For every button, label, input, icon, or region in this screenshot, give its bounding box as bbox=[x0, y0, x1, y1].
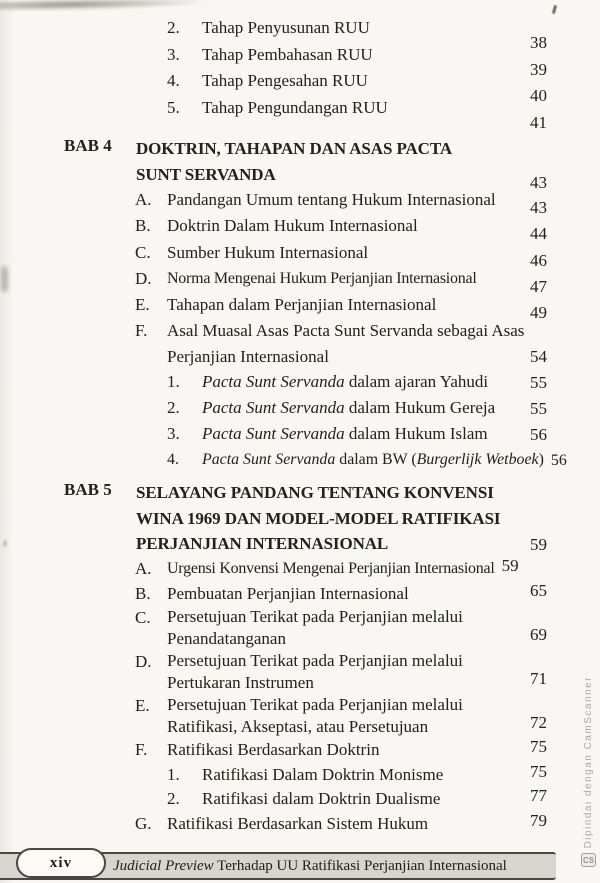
entry-label bbox=[167, 606, 507, 650]
entry-label: Ratifikasi Berdasarkan Sistem Hukum bbox=[167, 813, 429, 833]
entry-page-number: 55 bbox=[530, 373, 547, 393]
entry-letter: A. bbox=[135, 190, 152, 209]
running-title-rest: Terhadap UU Ratifikasi Perjanjian Internasional bbox=[213, 858, 507, 874]
entry-page-number: 75 bbox=[530, 761, 547, 781]
entry-page-number: 79 bbox=[530, 810, 547, 830]
chapter-title-line: DOKTRIN, TAHAPAN DAN ASAS PACTA bbox=[136, 139, 452, 158]
entry-label: Tahapan dalam Perjanjian Internasional bbox=[167, 295, 437, 315]
entry-label: Tahap Pengesahan RUU bbox=[202, 71, 368, 90]
entry-letter: D. bbox=[135, 268, 152, 288]
entry-number: 3. bbox=[167, 44, 180, 64]
entry-label-italic: Pacta Sunt Servanda bbox=[202, 424, 345, 444]
toc-entry bbox=[64, 606, 547, 650]
entry-label: Sumber Hukum Internasional bbox=[167, 242, 369, 262]
toc-entry bbox=[64, 95, 547, 132]
entry-label-rest: dalam ajaran Yahudi bbox=[344, 372, 489, 392]
toc-entry bbox=[64, 240, 547, 270]
toc-entry bbox=[64, 582, 547, 607]
entry-label-line: Persetujuan Terikat pada Perjanjian melalui bbox=[167, 695, 463, 715]
entry-label bbox=[202, 395, 507, 421]
toc-entry bbox=[64, 395, 547, 421]
entry-letter: C. bbox=[135, 608, 151, 628]
toc-section-intro bbox=[64, 0, 547, 132]
chapter-label: BAB 4 bbox=[64, 136, 112, 155]
scan-edge-shadow bbox=[0, 0, 14, 883]
entry-number: 1. bbox=[167, 764, 180, 784]
entry-number: 1. bbox=[167, 372, 180, 392]
camscanner-watermark bbox=[581, 676, 596, 867]
entry-label-line: Asal Muasal Asas Pacta Sunt Servanda sebagai Asas bbox=[167, 321, 525, 341]
entry-page-number: 71 bbox=[530, 668, 547, 688]
entry-label: Urgensi Konvensi Mengenai Perjanjian Internasional bbox=[167, 559, 495, 577]
toc-entry bbox=[64, 292, 547, 323]
scan-speck bbox=[3, 540, 7, 547]
entry-page-number: 49 bbox=[530, 303, 547, 323]
entry-label bbox=[202, 447, 544, 473]
entry-page-number: 75 bbox=[530, 737, 547, 757]
toc-chapter-heading bbox=[64, 480, 547, 557]
entry-label bbox=[167, 694, 507, 738]
entry-label bbox=[167, 318, 525, 369]
toc-entry bbox=[64, 213, 547, 244]
entry-number: 3. bbox=[167, 424, 180, 444]
entry-label-line: Penandatanganan bbox=[167, 629, 286, 649]
entry-label: Tahap Pembahasan RUU bbox=[202, 44, 373, 64]
entry-label-line: Persetujuan Terikat pada Perjanjian melalui bbox=[167, 607, 463, 627]
toc-entry bbox=[64, 694, 547, 738]
entry-label: Ratifikasi Berdasarkan Doktrin bbox=[167, 740, 380, 760]
entry-page-number: 65 bbox=[530, 580, 547, 600]
entry-label: Pembuatan Perjanjian Internasional bbox=[167, 583, 409, 603]
chapter-items bbox=[64, 187, 547, 369]
entry-page-number: 56 bbox=[550, 452, 567, 470]
entry-letter: A. bbox=[135, 558, 152, 578]
toc-entry bbox=[64, 266, 547, 296]
entry-page-number: 38 bbox=[530, 33, 547, 52]
entry-label-line: Perjanjian Internasional bbox=[167, 346, 329, 366]
entry-label-line: Ratifikasi, Akseptasi, atau Persetujuan bbox=[167, 717, 429, 737]
toc-entry bbox=[64, 42, 547, 79]
entry-page-number: 39 bbox=[530, 59, 547, 79]
entry-label-italic: Burgerlijk Wetboek bbox=[416, 451, 539, 469]
entry-letter: C. bbox=[135, 242, 151, 262]
entry-number: 5. bbox=[167, 97, 180, 117]
entry-label-rest: ) bbox=[538, 451, 544, 469]
running-title bbox=[113, 854, 507, 878]
chapter-title-line: SELAYANG PANDANG TENTANG KONVENSI bbox=[136, 483, 494, 503]
entry-label: Tahap Pengundangan RUU bbox=[202, 97, 388, 117]
entry-number: 2. bbox=[167, 18, 180, 37]
entry-letter: E. bbox=[135, 295, 150, 315]
scan-speck bbox=[1, 266, 8, 292]
entry-label-rest: dalam Hukum Islam bbox=[344, 424, 488, 444]
entry-page-number: 47 bbox=[530, 276, 547, 296]
toc-section-bab4 bbox=[64, 136, 567, 473]
entry-label-line: Pertukaran Instrumen bbox=[167, 673, 314, 693]
entry-label-rest: dalam BW ( bbox=[335, 451, 417, 469]
entry-label: Ratifikasi dalam Doktrin Dualisme bbox=[202, 789, 441, 809]
entry-letter: B. bbox=[135, 216, 151, 236]
entry-page-number: 55 bbox=[530, 399, 547, 419]
toc-entry bbox=[64, 68, 547, 105]
entry-page-number: 46 bbox=[530, 250, 547, 270]
entry-label-italic: Pacta Sunt Servanda bbox=[202, 398, 345, 418]
entry-label: Norma Mengenai Hukum Perjanjian Internasional bbox=[167, 269, 477, 287]
chapter-title bbox=[136, 480, 507, 557]
running-title-italic: Judicial Preview bbox=[113, 858, 214, 874]
camscanner-logo-icon: CS bbox=[581, 853, 596, 867]
entry-label-italic: Pacta Sunt Servanda bbox=[202, 372, 345, 392]
entry-label: Tahap Penyusunan RUU bbox=[202, 18, 370, 37]
table-of-contents bbox=[64, 0, 567, 837]
toc-entry bbox=[64, 812, 547, 837]
entry-letter: B. bbox=[135, 583, 151, 603]
entry-letter: G. bbox=[135, 813, 152, 833]
scan-speck bbox=[552, 5, 557, 14]
entry-label: Ratifikasi Dalam Doktrin Monisme bbox=[202, 764, 444, 784]
entry-page-number: 54 bbox=[530, 347, 547, 367]
chapter-title-line: SUNT SERVANDA bbox=[136, 164, 276, 184]
chapter-sub-items bbox=[64, 763, 547, 812]
toc-entry bbox=[64, 421, 547, 447]
toc-entry bbox=[64, 763, 547, 788]
entry-page-number: 72 bbox=[530, 712, 547, 732]
entry-label-rest: dalam Hukum Gereja bbox=[344, 398, 496, 418]
entry-label bbox=[202, 421, 507, 447]
footer-band bbox=[0, 852, 556, 880]
chapter-title-line: WINA 1969 DAN MODEL-MODEL RATIFIKASI bbox=[136, 508, 501, 528]
toc-entry bbox=[64, 15, 547, 52]
toc-entry bbox=[64, 318, 547, 369]
entry-page-number: 43 bbox=[530, 173, 547, 192]
chapter-title bbox=[136, 136, 507, 187]
toc-entry bbox=[64, 738, 547, 763]
entry-letter: D. bbox=[135, 652, 152, 672]
entry-number: 4. bbox=[167, 71, 180, 90]
entry-number: 4. bbox=[167, 451, 179, 469]
entry-page-number: 77 bbox=[530, 786, 547, 806]
entry-page-number: 40 bbox=[530, 86, 547, 105]
toc-entry bbox=[64, 787, 547, 812]
toc-entry bbox=[64, 369, 547, 395]
page-number: xiv bbox=[49, 854, 73, 871]
entry-page-number: 59 bbox=[530, 534, 547, 554]
entry-label-italic: Pacta Sunt Servanda bbox=[202, 451, 336, 469]
entry-page-number: 41 bbox=[530, 112, 547, 132]
entry-number: 2. bbox=[167, 789, 180, 809]
entry-letter: E. bbox=[135, 696, 150, 716]
entry-page-number: 59 bbox=[501, 555, 519, 575]
toc-entry bbox=[64, 650, 547, 694]
toc-chapter-heading bbox=[64, 136, 547, 192]
chapter-label: BAB 5 bbox=[64, 480, 112, 500]
entry-letter: F. bbox=[135, 740, 148, 760]
entry-label bbox=[202, 369, 507, 395]
chapter-title-line: PERJANJIAN INTERNASIONAL bbox=[136, 534, 389, 554]
toc-entry bbox=[64, 187, 547, 217]
entry-page-number: 43 bbox=[530, 198, 547, 217]
entry-number: 2. bbox=[167, 398, 180, 418]
page-number-pill bbox=[16, 848, 106, 878]
entry-letter: F. bbox=[135, 321, 148, 341]
toc-section-bab5 bbox=[64, 480, 547, 836]
entry-label: Pandangan Umum tentang Hukum Internasional bbox=[167, 190, 496, 209]
entry-label bbox=[167, 650, 507, 694]
chapter-items bbox=[64, 557, 547, 763]
chapter-items bbox=[64, 812, 547, 837]
toc-entry bbox=[64, 447, 567, 473]
toc-entry bbox=[64, 557, 547, 582]
entry-page-number: 56 bbox=[530, 425, 547, 445]
entry-page-number: 69 bbox=[530, 624, 547, 644]
camscanner-watermark-text: Dipindai dengan CamScanner bbox=[583, 675, 594, 848]
entry-label: Doktrin Dalam Hukum Internasional bbox=[167, 216, 418, 236]
entry-label-line: Persetujuan Terikat pada Perjanjian melalui bbox=[167, 651, 463, 671]
chapter-sub-items bbox=[64, 369, 567, 473]
entry-page-number: 44 bbox=[530, 224, 547, 244]
